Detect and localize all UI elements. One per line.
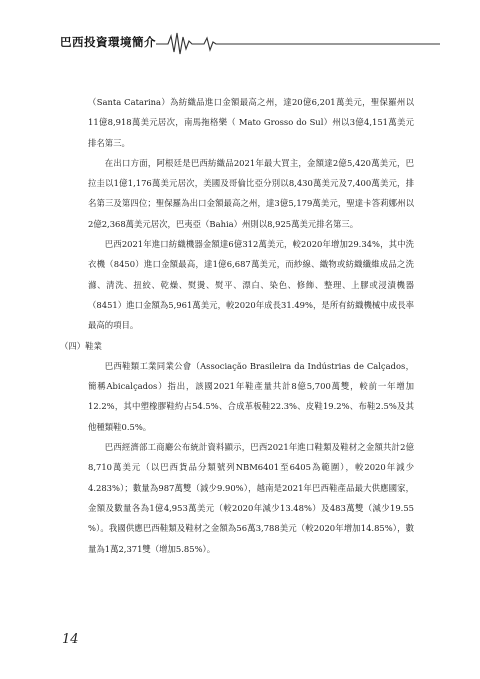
paragraph: 巴西經濟部工商廳公布統計資料顯示，巴西2021年進口鞋類及鞋材之金額共計2億8,710萬美元（以巴西貨品分類號列NBM6401至6405為範圍），較2020年減少4.283%）；數量為987萬雙（減少9.90%），越南是2021年巴西鞋產品最大供應國家，金額及數量各為1億4,953萬美元（較2020年減少13.48%）及483萬雙（減少19.55 %）。我國供應巴西鞋類及鞋材之金額為56萬3,788美元（較2020年增加14.85%），數量為1萬2,371雙（增加5.85%）。	[88, 442, 414, 554]
paragraph: 巴西2021年進口紡織機器金額達6億312萬美元，較2020年增加29.34%，其中洗衣機（8450）進口金額最高，達1億6,687萬美元，而紗線、織物或紡織纖維成品之洗滌、清洗、扭絞、乾燥、熨燙、熨平、漂白、染色、修飾、整理、上膠或浸漬機器（8451）進口金額為5,961萬美元，較2020年成長31.49%，是所有紡織機械中成長率最高的項目。	[88, 239, 414, 331]
paragraph: 巴西鞋類工業同業公會（Associação Brasileira da Indústrias de Calçados，簡稱Abicalçados）指出，該國2021年鞋產量共計8億5,700萬雙，較前一年增加12.2%，其中塑橡膠鞋約占54.5%、合成革板鞋22.3%、皮鞋19.2%、布鞋2.5%及其他種類鞋0.5%。	[88, 360, 414, 432]
running-header	[60, 30, 440, 58]
paragraph: 在出口方面，阿根廷是巴西紡織品2021年最大買主，金額達2億5,420萬美元，巴拉圭以1億1,176萬美元居次，美國及哥倫比亞分別以8,430萬美元及7,400萬美元，排名第三及第四位；聖保羅為出口金額最高之州，達3億5,179萬美元，聖達卡答莉娜州以2億2,368萬美元居次，巴夷亞（Bahia）州則以8,925萬美元排名第三。	[88, 157, 414, 229]
heartbeat-line-icon	[156, 30, 440, 56]
document-body	[60, 92, 414, 559]
paragraph: （Santa Catarina）為紡織品進口金額最高之州，達20億6,201萬美元，聖保羅州以11億8,918萬美元居次，南馬拖格樂（ Mato Grosso do Sul）州以3億4,151萬美元排名第三。	[88, 97, 414, 148]
page-number: 14	[62, 632, 79, 647]
header-title: 巴西投資環境簡介	[60, 35, 156, 49]
section-heading: （四）鞋業	[60, 340, 102, 351]
